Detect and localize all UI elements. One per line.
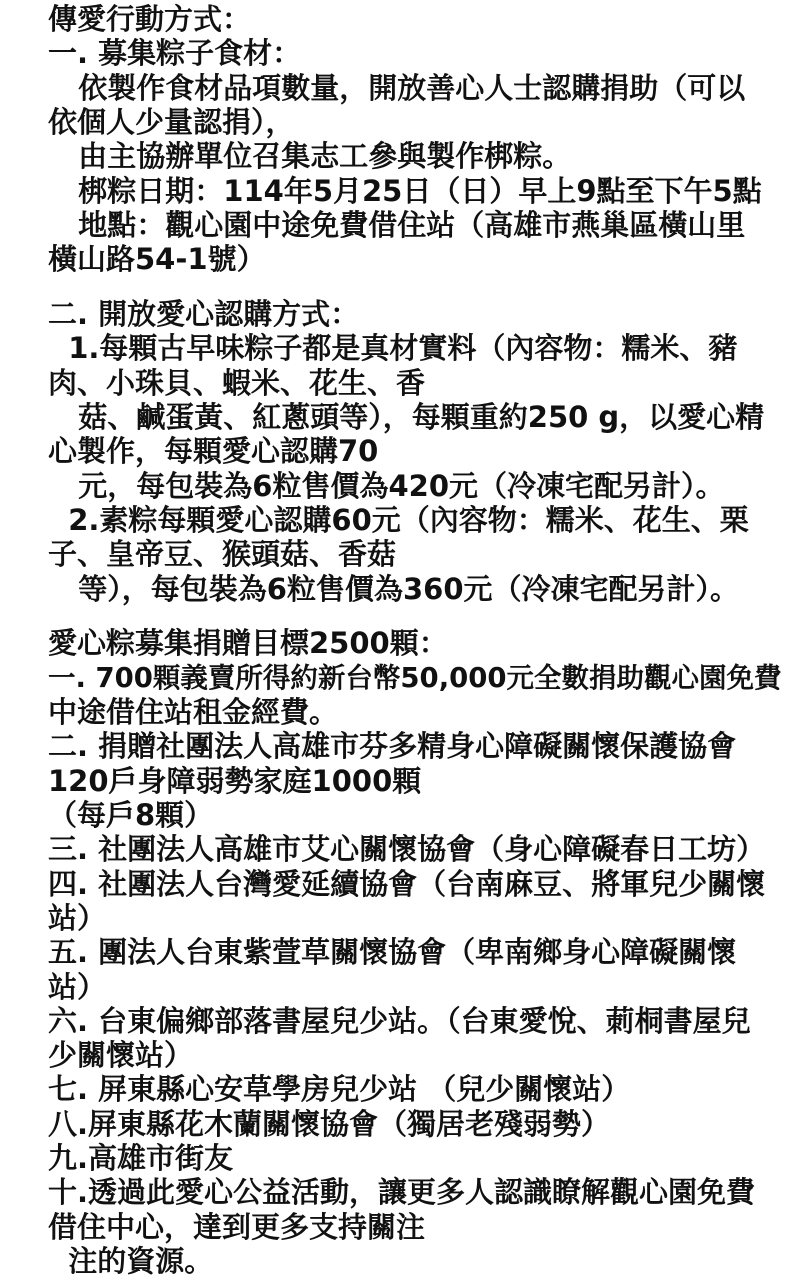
text-line: 1.每顆古早味粽子都是真材實料（內容物：糯米、豬 [48,331,738,365]
text-line: 橫山路54-1號） [48,242,266,276]
text-line: 中途借住站租金經費。 [48,695,339,729]
text-line: 由主協辦單位召集志工參與製作梆粽。 [48,139,572,173]
text-line: 少關懷站） [48,1038,194,1072]
text-line: 六. 台東偏鄉部落書屋兒少站。（台東愛悅、莿桐書屋兒 [48,1004,751,1038]
text-line: 一. 700顆義賣所得約新台幣50,000元全數捐助觀心園免費 [48,662,782,694]
text-line: 菇、鹹蛋黃、紅蔥頭等），每顆重約250 g，以愛心精 [48,400,765,434]
text-line: 二. 捐贈社團法人高雄市芬多精身心障礙關懷保護協會 [48,729,737,763]
text-line: 120戶身障弱勢家庭1000顆 [48,764,422,798]
text-line: 依個人少量認捐）， [48,105,295,139]
text-line: 九.高雄市街友 [48,1141,234,1175]
text-line: 四. 社團法人台灣愛延續協會（台南麻豆、將軍兒少關懷 [48,867,766,901]
text-line: 子、皇帝豆、猴頭菇、香菇 [48,537,397,571]
heading-transfer-love-action: 傳愛行動方式： [48,2,252,36]
text-line: 七. 屏東縣心安草學房兒少站 （兒少關懷站） [48,1072,631,1106]
text-line: 心製作，每顆愛心認購70 [48,434,379,468]
text-line: 肉、小珠貝、蝦米、花生、香 [48,366,426,400]
text-line: 借住中心，達到更多支持關注 [48,1210,426,1244]
text-line: 八.屏東縣花木蘭關懷協會（獨居老殘弱勢） [48,1107,611,1141]
text-line: （每戶8顆） [48,798,214,832]
section-1-title: 一. 募集粽子食材： [48,36,302,70]
text-line: 地點：觀心園中途免費借住站（高雄市燕巢區橫山里 [48,208,746,242]
section-2-title: 二. 開放愛心認購方式： [48,297,360,331]
text-line: 注的資源。 [48,1244,214,1278]
section-3-title: 愛心粽募集捐贈目標2500顆： [48,626,448,660]
text-line: 站） [48,970,107,1004]
text-line: 五. 團法人台東紫萱草關懷協會（卑南鄉身心障礙關懷 [48,935,737,969]
text-line: 梆粽日期：114年5月25日（日）早上9點至下午5點 [48,174,762,208]
text-line: 2.素粽每顆愛心認購60元（內容物：糯米、花生、栗 [48,503,749,537]
text-line: 依製作食材品項數量，開放善心人士認購捐助（可以 [48,71,746,105]
text-line: 元，每包裝為6粒售價為420元（冷凍宅配另計）。 [48,469,725,503]
text-line: 站） [48,901,107,935]
text-line: 等），每包裝為6粒售價為360元（冷凍宅配另計）。 [48,572,740,606]
text-line: 三. 社團法人高雄市艾心關懷協會（身心障礙春日工坊） [48,832,766,866]
text-line: 十.透過此愛心公益活動，讓更多人認識瞭解觀心園免費 [48,1175,756,1209]
